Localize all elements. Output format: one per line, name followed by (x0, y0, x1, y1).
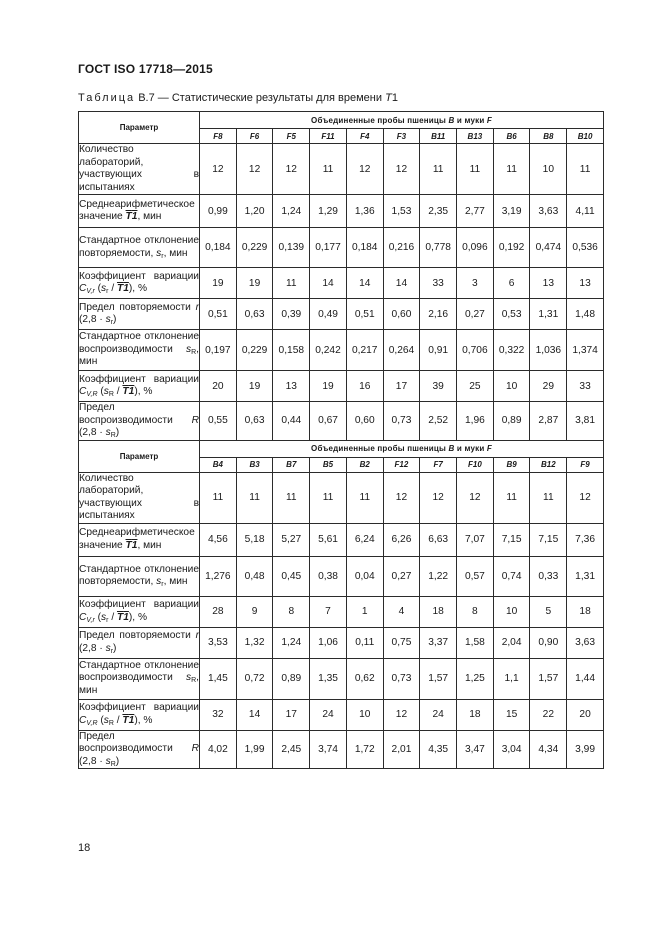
row-label-mean-value: Среднеарифметическое значение T1, мин (79, 523, 200, 556)
data-cell: 2,77 (457, 195, 494, 228)
data-cell: 2,01 (383, 730, 420, 769)
mean-overline-symbol: T1 (122, 714, 135, 726)
data-cell: 3,81 (567, 402, 604, 441)
data-cell: 11 (310, 144, 347, 195)
data-cell: 0,474 (530, 228, 567, 268)
table-row-reproducibility-cv (79, 371, 604, 402)
data-cell: 19 (200, 268, 237, 299)
data-cell: 1,374 (567, 330, 604, 371)
data-cell: 0,67 (310, 402, 347, 441)
data-cell: 0,55 (200, 402, 237, 441)
sample-header-cell: B3 (236, 457, 273, 472)
data-cell: 0,242 (310, 330, 347, 371)
data-cell: 1,32 (236, 627, 273, 658)
sample-header-cell: B4 (200, 457, 237, 472)
data-cell: 1,53 (383, 195, 420, 228)
caption-number: В.7 (138, 92, 155, 104)
data-cell: 11 (493, 144, 530, 195)
data-cell: 18 (420, 596, 457, 627)
data-cell: 1,48 (567, 299, 604, 330)
mean-overline-symbol: T1 (125, 211, 138, 222)
data-cell: 19 (236, 268, 273, 299)
group-header: Объединенные пробы пшеницы B и муки F (200, 440, 604, 457)
row-label-labs-count: Количество лабораторий, участвующих в испытаниях (79, 472, 199, 521)
data-cell: 1,31 (530, 299, 567, 330)
data-cell: 15 (493, 699, 530, 730)
sample-header-cell: F3 (383, 129, 420, 144)
data-cell: 0,39 (273, 299, 310, 330)
data-cell: 11 (273, 472, 310, 523)
data-cell: 1 (346, 596, 383, 627)
table-row-mean-value (79, 523, 604, 556)
data-cell: 0,51 (200, 299, 237, 330)
data-cell: 0,04 (346, 556, 383, 596)
data-cell: 6 (493, 268, 530, 299)
data-cell: 0,91 (420, 330, 457, 371)
data-cell: 1,36 (346, 195, 383, 228)
data-cell: 33 (420, 268, 457, 299)
data-cell: 16 (346, 371, 383, 402)
data-cell: 0,60 (346, 402, 383, 441)
data-cell: 12 (383, 699, 420, 730)
data-cell: 0,45 (273, 556, 310, 596)
data-cell: 12 (383, 144, 420, 195)
data-cell: 0,74 (493, 556, 530, 596)
data-cell: 4,11 (567, 195, 604, 228)
data-cell: 19 (236, 371, 273, 402)
group-header: Объединенные пробы пшеницы B и муки F (200, 112, 604, 129)
sample-header-cell: B13 (457, 129, 494, 144)
table-row-repeatability-cv (79, 596, 604, 627)
row-label-repeatability-limit: Предел повторяемости r $(2,8 \cdot s_r)$ (79, 299, 200, 330)
data-cell: 0,197 (200, 330, 237, 371)
sample-header-cell: B6 (493, 129, 530, 144)
statistics-table (78, 111, 604, 769)
data-cell: 0,62 (346, 658, 383, 699)
data-cell: 0,63 (236, 402, 273, 441)
data-cell: 0,49 (310, 299, 347, 330)
row-label-mean-value: Среднеарифметическое значение T1, мин (79, 195, 200, 228)
data-cell: 20 (200, 371, 237, 402)
data-cell: 0,38 (310, 556, 347, 596)
data-cell: 11 (567, 144, 604, 195)
data-cell: 0,72 (236, 658, 273, 699)
data-cell: 4,35 (420, 730, 457, 769)
data-cell: 9 (236, 596, 273, 627)
data-cell: 11 (236, 472, 273, 523)
table-row-repeatability-limit (79, 627, 604, 658)
data-cell: 0,53 (493, 299, 530, 330)
data-cell: 12 (420, 472, 457, 523)
data-cell: 11 (310, 472, 347, 523)
sample-header-cell: B2 (346, 457, 383, 472)
row-label-repeatability-cv: Коэффициент вариации $C_{V,r}$ $(s_r / T1)$, % (79, 596, 200, 627)
data-cell: 4,56 (200, 523, 237, 556)
data-cell: 3,63 (530, 195, 567, 228)
data-cell: 0,73 (383, 658, 420, 699)
sample-header-cell: F5 (273, 129, 310, 144)
data-cell: 10 (493, 596, 530, 627)
row-label-reproducibility-sd: Стандартное отклонение воспроизводимости $s_R$, мин (79, 330, 200, 371)
data-cell: 1,35 (310, 658, 347, 699)
param-header: Параметр (79, 112, 200, 144)
data-cell: 14 (383, 268, 420, 299)
data-cell: 0,89 (273, 658, 310, 699)
row-label-reproducibility-sd: Стандартное отклонение воспроизводимости $s_R$, мин (79, 658, 200, 699)
data-cell: 0,706 (457, 330, 494, 371)
data-cell: 0,184 (346, 228, 383, 268)
data-cell: 14 (310, 268, 347, 299)
data-cell: 1,22 (420, 556, 457, 596)
table-row-repeatability-limit (79, 299, 604, 330)
data-cell: 2,35 (420, 195, 457, 228)
data-cell: 0,096 (457, 228, 494, 268)
data-cell: 1,99 (236, 730, 273, 769)
data-cell: 13 (530, 268, 567, 299)
data-cell: 4,34 (530, 730, 567, 769)
data-cell: 1,06 (310, 627, 347, 658)
table-row-reproducibility-limit (79, 730, 604, 769)
data-cell: 2,16 (420, 299, 457, 330)
data-cell: 6,26 (383, 523, 420, 556)
data-cell: 1,036 (530, 330, 567, 371)
data-cell: 3,63 (567, 627, 604, 658)
table-caption (78, 92, 398, 104)
caption-time-index: 1 (391, 92, 398, 104)
data-cell: 12 (273, 144, 310, 195)
data-cell: 0,322 (493, 330, 530, 371)
sample-header-cell: F10 (457, 457, 494, 472)
data-cell: 1,57 (420, 658, 457, 699)
data-cell: 11 (530, 472, 567, 523)
data-cell: 1,44 (567, 658, 604, 699)
sample-header-cell: F7 (420, 457, 457, 472)
row-label-reproducibility-limit: Предел воспроизводимости R $(2,8 \cdot s_R)$ (79, 730, 199, 768)
data-cell: 0,57 (457, 556, 494, 596)
data-cell: 0,27 (457, 299, 494, 330)
data-cell: 1,72 (346, 730, 383, 769)
table-row-repeatability-cv (79, 268, 604, 299)
row-label-reproducibility-cv: Коэффициент вариации $C_{V,R}$ $(s_R / T1)$, % (79, 371, 200, 402)
data-cell: 2,04 (493, 627, 530, 658)
row-label-labs-count: Количество лабораторий, участвующих в испытаниях (79, 144, 199, 193)
data-cell: 0,51 (346, 299, 383, 330)
row-label-repeatability-sd: Стандартное отклонение повторяемости, $s_r$, мин (79, 556, 200, 596)
sample-header-cell: B9 (493, 457, 530, 472)
data-cell: 13 (273, 371, 310, 402)
data-cell: 3,74 (310, 730, 347, 769)
data-cell: 1,58 (457, 627, 494, 658)
data-cell: 1,1 (493, 658, 530, 699)
data-cell: 11 (346, 472, 383, 523)
data-cell: 3,47 (457, 730, 494, 769)
data-cell: 0,60 (383, 299, 420, 330)
row-label-repeatability-limit: Предел повторяемости r $(2,8 \cdot s_r)$ (79, 627, 200, 658)
statistics-table-body (79, 112, 604, 769)
sample-header-cell: B12 (530, 457, 567, 472)
mean-overline-symbol: T1 (125, 539, 138, 551)
row-label-reproducibility-limit: Предел воспроизводимости R $(2,8 \cdot s_R)$ (79, 402, 199, 439)
row-label-reproducibility-cv: Коэффициент вариации $C_{V,R}$ $(s_R / T1)$, % (79, 699, 200, 730)
data-cell: 5,27 (273, 523, 310, 556)
data-cell: 14 (346, 268, 383, 299)
sample-header-cell: F9 (567, 457, 604, 472)
data-cell: 0,192 (493, 228, 530, 268)
data-cell: 12 (200, 144, 237, 195)
data-cell: 7 (310, 596, 347, 627)
data-cell: 0,229 (236, 228, 273, 268)
data-cell: 0,99 (200, 195, 237, 228)
sample-header-cell: F4 (346, 129, 383, 144)
data-cell: 3 (457, 268, 494, 299)
data-cell: 28 (200, 596, 237, 627)
data-cell: 8 (457, 596, 494, 627)
sample-header-cell: B10 (567, 129, 604, 144)
data-cell: 8 (273, 596, 310, 627)
data-cell: 7,36 (567, 523, 604, 556)
data-cell: 0,184 (200, 228, 237, 268)
data-cell: 20 (567, 699, 604, 730)
table-row-labs-count (79, 144, 604, 195)
data-cell: 0,73 (383, 402, 420, 441)
group-header-row (79, 112, 604, 129)
data-cell: 19 (310, 371, 347, 402)
data-cell: 0,536 (567, 228, 604, 268)
data-cell: 1,57 (530, 658, 567, 699)
data-cell: 1,276 (200, 556, 237, 596)
data-cell: 2,87 (530, 402, 567, 441)
data-cell: 1,24 (273, 627, 310, 658)
data-cell: 18 (567, 596, 604, 627)
sample-header-cell: B5 (310, 457, 347, 472)
page-number: 18 (78, 842, 91, 854)
data-cell: 24 (420, 699, 457, 730)
data-cell: 13 (567, 268, 604, 299)
data-cell: 5,61 (310, 523, 347, 556)
data-cell: 0,216 (383, 228, 420, 268)
data-cell: 0,27 (383, 556, 420, 596)
data-cell: 11 (273, 268, 310, 299)
sample-header-cell: B11 (420, 129, 457, 144)
data-cell: 24 (310, 699, 347, 730)
sample-header-cell: B8 (530, 129, 567, 144)
document-header: ГОСТ ISO 17718—2015 (78, 62, 213, 76)
data-cell: 25 (457, 371, 494, 402)
table-row-mean-value (79, 195, 604, 228)
caption-prefix: Таблица (78, 92, 136, 104)
data-cell: 32 (200, 699, 237, 730)
data-cell: 0,90 (530, 627, 567, 658)
data-cell: 2,52 (420, 402, 457, 441)
data-cell: 3,99 (567, 730, 604, 769)
table-row-reproducibility-sd (79, 658, 604, 699)
data-cell: 33 (567, 371, 604, 402)
table-row-reproducibility-limit (79, 402, 604, 441)
caption-dash: — (157, 92, 169, 104)
data-cell: 1,31 (567, 556, 604, 596)
data-cell: 1,29 (310, 195, 347, 228)
caption-time-symbol: T (385, 92, 392, 104)
data-cell: 0,139 (273, 228, 310, 268)
table-row-reproducibility-sd (79, 330, 604, 371)
data-cell: 1,45 (200, 658, 237, 699)
data-cell: 0,158 (273, 330, 310, 371)
data-cell: 0,48 (236, 556, 273, 596)
mean-overline-symbol: T1 (116, 283, 129, 294)
data-cell: 2,45 (273, 730, 310, 769)
data-cell: 4 (383, 596, 420, 627)
data-cell: 10 (530, 144, 567, 195)
caption-text: Статистические результаты для времени (171, 92, 383, 104)
data-cell: 7,15 (493, 523, 530, 556)
data-cell: 4,02 (200, 730, 237, 769)
sample-header-cell: B7 (273, 457, 310, 472)
data-cell: 1,20 (236, 195, 273, 228)
data-cell: 0,63 (236, 299, 273, 330)
data-cell: 12 (383, 472, 420, 523)
data-cell: 0,11 (346, 627, 383, 658)
data-cell: 11 (420, 144, 457, 195)
data-cell: 12 (457, 472, 494, 523)
data-cell: 1,25 (457, 658, 494, 699)
group-header-row (79, 440, 604, 457)
sample-header-cell: F11 (310, 129, 347, 144)
mean-overline-symbol: T1 (122, 386, 135, 397)
sample-header-cell: F12 (383, 457, 420, 472)
data-cell: 6,24 (346, 523, 383, 556)
data-cell: 10 (493, 371, 530, 402)
data-cell: 39 (420, 371, 457, 402)
data-cell: 12 (346, 144, 383, 195)
row-label-repeatability-cv: Коэффициент вариации $C_{V,r}$ $(s_r / T1)$, % (79, 268, 200, 299)
table-row-repeatability-sd (79, 556, 604, 596)
param-header: Параметр (79, 440, 200, 472)
data-cell: 11 (493, 472, 530, 523)
data-cell: 12 (236, 144, 273, 195)
data-cell: 0,177 (310, 228, 347, 268)
data-cell: 7,07 (457, 523, 494, 556)
data-cell: 17 (383, 371, 420, 402)
data-cell: 10 (346, 699, 383, 730)
sample-header-cell: F8 (200, 129, 237, 144)
data-cell: 3,53 (200, 627, 237, 658)
data-cell: 7,15 (530, 523, 567, 556)
data-cell: 0,264 (383, 330, 420, 371)
data-cell: 0,75 (383, 627, 420, 658)
data-cell: 29 (530, 371, 567, 402)
table-row-reproducibility-cv (79, 699, 604, 730)
table-row-repeatability-sd (79, 228, 604, 268)
data-cell: 3,04 (493, 730, 530, 769)
data-cell: 1,24 (273, 195, 310, 228)
data-cell: 3,37 (420, 627, 457, 658)
data-cell: 3,19 (493, 195, 530, 228)
data-cell: 0,217 (346, 330, 383, 371)
data-cell: 5 (530, 596, 567, 627)
data-cell: 17 (273, 699, 310, 730)
row-label-repeatability-sd: Стандартное отклонение повторяемости, $s_r$, мин (79, 228, 200, 268)
data-cell: 18 (457, 699, 494, 730)
data-cell: 5,18 (236, 523, 273, 556)
data-cell: 6,63 (420, 523, 457, 556)
data-cell: 0,44 (273, 402, 310, 441)
data-cell: 0,89 (493, 402, 530, 441)
data-cell: 0,778 (420, 228, 457, 268)
mean-overline-symbol: T1 (116, 611, 129, 623)
data-cell: 11 (200, 472, 237, 523)
sample-header-cell: F6 (236, 129, 273, 144)
data-cell: 0,229 (236, 330, 273, 371)
table-row-labs-count (79, 472, 604, 523)
data-cell: 1,96 (457, 402, 494, 441)
data-cell: 12 (567, 472, 604, 523)
data-cell: 22 (530, 699, 567, 730)
data-cell: 14 (236, 699, 273, 730)
data-cell: 11 (457, 144, 494, 195)
data-cell: 0,33 (530, 556, 567, 596)
